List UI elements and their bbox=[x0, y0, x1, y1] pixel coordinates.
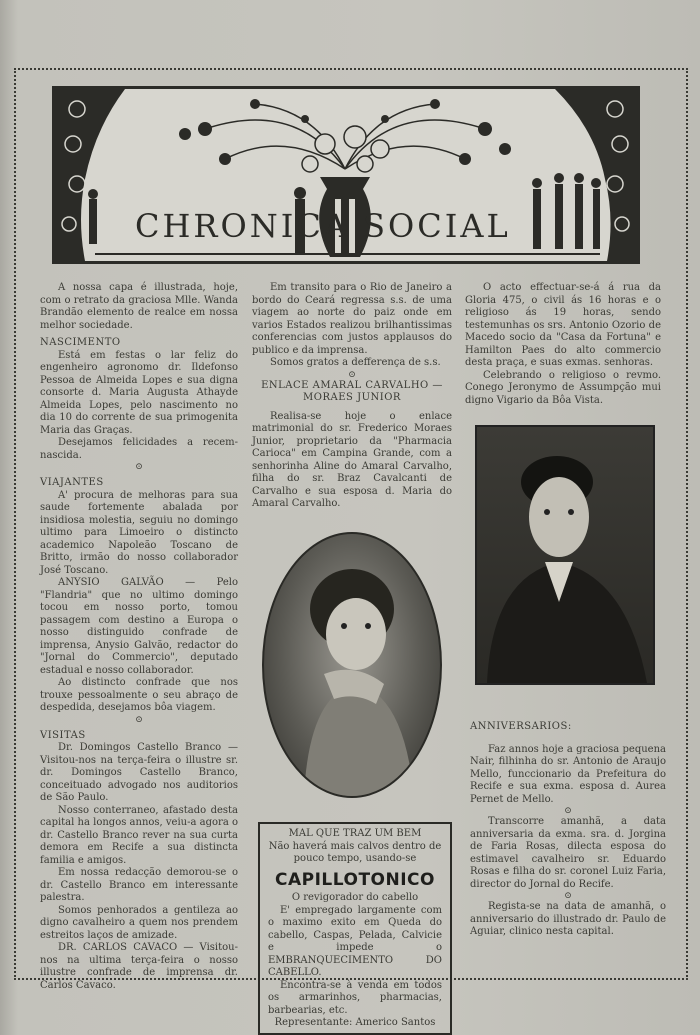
paragraph: DR. CARLOS CAVACO — Visitou-nos na ultima terça-feira o nosso illustre confrade de imprensa dr. Carlos Cavaco. bbox=[40, 942, 238, 991]
ad-sale-info: Encontra-se à venda em todos os armarinhos, pharmacias, barbearias, etc. bbox=[268, 979, 442, 1016]
ad-tagline: O revigorador do cabello bbox=[291, 892, 419, 903]
paragraph: Está em festas o lar feliz do engenheiro agronomo dr. Ildefonso Pessoa de Almeida Lopes e sua digna consorte d. Maria Augusta Athayde Almeida Lopes, pelo nascimento no dia 10 do corrente de sua primogenita Maria das Graças. bbox=[40, 349, 238, 436]
paragraph: Nosso conterraneo, afastado desta capital ha longos annos, veiu-a agora o dr. Castello Branco rever na sua curta demora em Recife a sua distincta familia e amigos. bbox=[40, 804, 238, 866]
column-middle bbox=[252, 282, 452, 511]
header-banner bbox=[52, 86, 640, 264]
separator-ornament: ⊙ bbox=[564, 891, 572, 901]
ad-headline: MAL QUE TRAZ UM BEM bbox=[288, 828, 422, 839]
section-heading-enlace: ENLACE AMARAL CARVALHO — bbox=[261, 379, 443, 391]
portrait-photo-man bbox=[475, 425, 655, 685]
paragraph: Celebrando o religioso o revmo. Conego Jeronymo de Assumpção mui digno Vigario da Bôa Vista. bbox=[465, 369, 661, 406]
paragraph: Em nossa redacção demorou-se o dr. Castello Branco em interessante palestra. bbox=[40, 867, 238, 903]
paragraph: Somos penhorados a gentileza ao digno cavalheiro a quem nos prendem estreitos laços de amizade. bbox=[40, 904, 238, 941]
section-heading-nascimento: NASCIMENTO bbox=[40, 337, 121, 348]
paragraph: A' procura de melhoras para sua saude fortemente abalada por insidiosa molestia, seguiu no domingo ultimo para Limoeiro o distincto academico Napoleão Toscano de Britto, irmão do nosso collaborador José Toscano. bbox=[40, 489, 238, 576]
paragraph: ANYSIO GALVÃO — Pelo "Flandria" que no ultimo domingo tocou em nosso porto, tomou passagem com destino a Europa o nosso distinguido confrade de imprensa, Anysio Galvão, redactor do "Jornal do Commercio", deputado estadual e nosso collaborador. bbox=[40, 577, 238, 676]
section-heading-anniversarios: ANNIVERSARIOS: bbox=[470, 721, 572, 732]
paragraph: Somos gratos a defferença de s.s. bbox=[270, 357, 441, 368]
banner-illustration bbox=[55, 89, 637, 261]
section-heading-enlace-2: MORAES JUNIOR bbox=[303, 392, 401, 403]
separator-ornament: ⊙ bbox=[564, 806, 572, 816]
paragraph: Ao distincto confrade que nos trouxe pessoalmente o seu abraço de despedida, desejamos bôa viagem. bbox=[40, 677, 238, 713]
ad-body: E' empregado largamente com o maximo exito em Queda do cabello, Caspas, Pelada, Calvicie e impede o EMBRANQUECIMENTO DO CABELLO. bbox=[268, 904, 442, 978]
paragraph: O acto effectuar-se-á á rua da Gloria 475, o civil ás 16 horas e o religioso ás 19 horas, sendo testemunhas os srs. Antonio Ozorio de Macedo socio da "Casa da Fortuna" e Hamilton Paes do alto commercio desta praça, e suas exmas. senhoras. bbox=[465, 282, 661, 368]
ad-brand-name: CAPILLOTONICO bbox=[275, 869, 435, 890]
paragraph: Regista-se na data de amanhã, o anniversario do illustrado dr. Paulo de Aguiar, clinico nesta capital. bbox=[470, 901, 666, 937]
separator-ornament: ⊙ bbox=[135, 714, 143, 725]
intro-paragraph: A nossa capa é illustrada, hoje, com o retrato da graciosa Mlle. Wanda Brandão elemento de realce em nossa melhor sociedade. bbox=[40, 282, 238, 331]
section-heading-visitas: VISITAS bbox=[40, 729, 86, 741]
paragraph: Transcorre amanhã, a data anniversaria da exma. sra. d. Jorgina de Faria Rosas, dilecta esposa do estimavel cavalheiro sr. Eduardo Rosas e filha do sr. coronel Luiz Faria, director do Jornal do Recife. bbox=[470, 816, 666, 890]
ad-subhead: Não haverá mais calvos dentro de pouco tempo, usando-se bbox=[268, 840, 442, 864]
paragraph: Desejamos felicidades a recem-nascida. bbox=[40, 437, 238, 461]
separator-ornament: ⊙ bbox=[348, 369, 356, 380]
banner-title: CHRONICA SOCIAL bbox=[135, 207, 511, 245]
section-heading-viajantes: VIAJANTES bbox=[40, 477, 104, 488]
portrait-photo-woman bbox=[262, 532, 442, 798]
separator-ornament: ⊙ bbox=[135, 462, 143, 472]
column-right-bottom bbox=[470, 716, 666, 939]
column-left bbox=[40, 282, 238, 992]
advertisement-box bbox=[258, 822, 452, 1035]
ad-representative: Representante: Americo Santos bbox=[274, 1017, 436, 1028]
column-right-top bbox=[465, 282, 661, 407]
paragraph: Faz annos hoje a graciosa pequena Nair, filhinha do sr. Antonio de Araujo Mello, funccionario da Prefeitura do Recife e sua exma. esposa d. Aurea Pernet de Mello. bbox=[470, 743, 666, 805]
paragraph: Realisa-se hoje o enlace matrimonial do sr. Frederico Moraes Junior, proprietario da "Pharmacia Carioca" em Campina Grande, com a senhorinha Aline do Amaral Carvalho, filha do sr. Braz Cavalcanti de Carvalho e sua esposa d. Maria do Amaral Carvalho. bbox=[252, 410, 452, 509]
paragraph: Dr. Domingos Castello Branco — Visitou-nos na terça-feira o illustre sr. dr. Domingos Castello Branco, conceituado advogado nos auditorios de São Paulo. bbox=[40, 742, 238, 803]
paragraph: Em transito para o Rio de Janeiro a bordo do Ceará regressa s.s. de uma viagem ao norte do paiz onde em varios Estados realizou brilhantissimas conferencias com justos applausos do publico e da imprensa. bbox=[252, 282, 452, 356]
